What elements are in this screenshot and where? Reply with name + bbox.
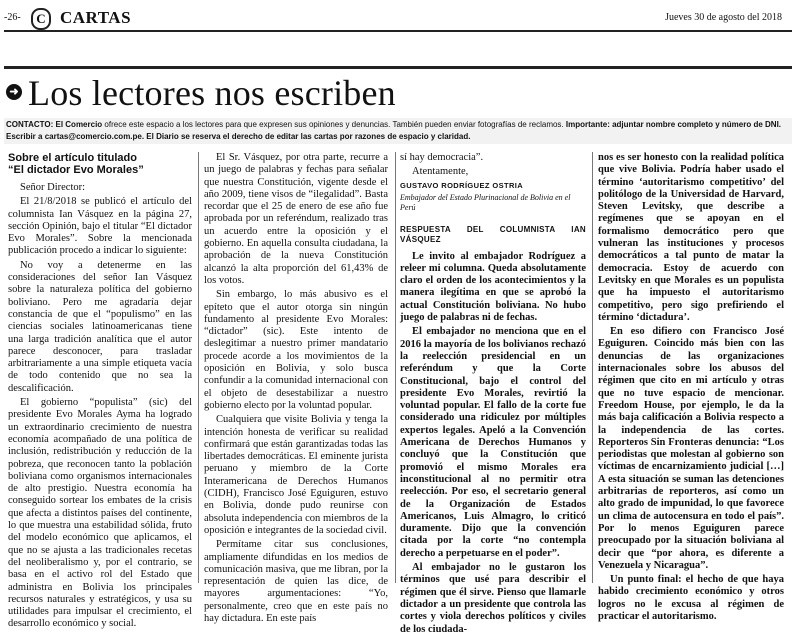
notice-brand: El Comercio	[55, 120, 103, 129]
letters-body	[0, 152, 800, 635]
paragraph: El embajador no menciona que en el 2016 la mayoría de los bolivianos rechazó la reelección presidencial en un referéndum y que la Corte Constitucional, bajo el control del presidente Evo Morales, revirtió la voluntad popular. El fallo de la corte fue considerado una ridiculez por múltiples expertos legales. Apeló a la Convención Americana de Derechos Humanos y concluyó que la Constitución que promovió el mismo Morales era inconstitucional al no permitir otra reelección. Por eso, el secretario general de la Organización de Estados Americanos, Luis Almagro, lo criticó duramente. Dijo que la convención citada por la corte “no contempla derecho a perpetuarse en el poder”.	[400, 326, 586, 559]
paragraph: El Sr. Vásquez, por otra parte, recurre a un juego de palabras y fechas para señalar que nuestra Constitución, vigente desde el año 2009, tiene visos de “ilegalidad”. Basta recordar que el 25 de enero de ese año fue aprobada por un referéndum, realizado tras un acuerdo entre la oposición y el gobierno. En aquella consulta ciudadana, la aprobación de la nueva Constitución alcanzó la alta proporción del 61,43% de los votos.	[204, 152, 388, 286]
paragraph: Permítame citar sus conclusiones, ampliamente difundidas en los medios de comunicación masiva, que me libran, por la representación de quien las dice, de mayores argumentaciones: “Yo, personalmente, creo que en este país no hay dictadura. En este país	[204, 539, 388, 624]
column-3	[400, 152, 586, 635]
contact-notice	[4, 118, 792, 144]
arrow-circle-icon: ➜	[6, 84, 22, 100]
paragraph: Cualquiera que visite Bolivia y tenga la intención honesta de verificar su realidad confirmará que están garantizadas todas las libertades democráticas. El eminente jurista peruano y miembro de la Corte Interamericana de Derechos Humanos (CIDH), Francisco José Eguiguren, estuvo en Bolivia, donde pudo reunirse con absoluta independencia con miembros de la oposición e integrantes de la sociedad civil.	[204, 414, 388, 536]
paragraph: El gobierno “populista” (sic) del presidente Evo Morales Ayma ha logrado un extraordinario crecimiento de nuestra economía acompañado de una política de inclusión, redistribución y reducción de la pobreza, que reconocen tanto la población boliviana como organismos internacionales de alto prestigio. Nuestra economía ha conseguido sortear los embates de la crisis que afecta a distintos países del continente, lo que muestra una estabilidad sólida, fruto del modelo económico que aplicamos, el que no se ajusta a las tradicionales recetas del neoliberalismo y, por el contrario, se basa en el activo rol del Estado que administra en Bolivia los principales recursos naturales y estratégicos, y usa su utilidades para impulsar el crecimiento, el desarrollo económico y social.	[8, 397, 192, 630]
paragraph: Sin embargo, lo más abusivo es el epíteto que el autor otorga sin ningún fundamento al presidente Evo Morales: “dictador” (sic). Este intento de deslegitimar a nuestro primer mandatario procede acorde a los movimientos de la oposición en Bolivia, y solo busca confundir a la comunidad internacional con el objeto de desestabilizar a nuestro gobierno electo por la voluntad popular.	[204, 289, 388, 411]
headline-text: Los lectores nos escriben	[28, 73, 396, 113]
notice-text: ofrece este espacio a los lectores para que expresen sus opiniones y denuncias. También pueden enviar fotografías de reclamos.	[102, 120, 566, 129]
page-number: -26-	[4, 12, 21, 23]
column-2	[204, 152, 388, 624]
notice-important: Importante: adjuntar nombre completo y número de DNI. Escribir a cartas@comercio.com.pe. El Diario se reserva el derecho de editar las cartas por razones de espacio y claridad.	[6, 120, 782, 141]
paragraph: nos es ser honesto con la realidad política que vive Bolivia. Podría haber usado el término ‘autoritarismo competitivo’ del politólogo de la Universidad de Harvard, Steven Levitsky, que describe a regímenes que se apoyan en el formalismo democrático pero que vulneran las instituciones y procesos democráticos a tal punto de matar la democracia. Estoy de acuerdo con Levitsky en que Morales es un populista que ha impuesto el autoritarismo competitivo, pero sigo prefiriendo el término ‘dictadura’.	[598, 152, 784, 323]
paragraph: Al embajador no le gustaron los términos que usé para describir el régimen que él sirve. Pienso que llamarle dictador a un presidente que controla las cortes y viola derechos políticos y civiles de los ciudada-	[400, 562, 586, 635]
signature-name: GUSTAVO RODRÍGUEZ OSTRIA	[400, 180, 524, 190]
paragraph: sí hay democracia”.	[400, 152, 484, 163]
subtitle-line: Sobre el artículo titulado	[8, 152, 137, 164]
signature-title: Embajador del Estado Plurinacional de Bolivia en el Perú	[400, 192, 571, 212]
reply-label: RESPUESTA DEL COLUMNISTA IAN VÁSQUEZ	[400, 224, 586, 244]
header-rule	[4, 30, 792, 32]
subtitle-line: “El dictador Evo Morales”	[8, 164, 144, 176]
section-title: CARTAS	[60, 8, 132, 27]
headline-rule	[4, 66, 792, 69]
paragraph: No voy a detenerme en las consideraciones del señor Ian Vásquez sobre la naturaleza política del gobierno boliviano. Pero me agradaría dejar constancia de que el “populismo” en las ciencias sociales latinoamericanas tiene una larga tradición analítica que el autor parece desconocer, para trasladar arbitrariamente a una simple etiqueta vacía de todo contenido que no sea la descalificación.	[8, 259, 192, 394]
paragraph: Un punto final: el hecho de que haya habido crecimiento económico y otros logros no le excusa al régimen de practicar el autoritarismo.	[598, 574, 784, 622]
headline	[4, 74, 792, 116]
closing: Atentamente,	[412, 166, 469, 178]
salutation: Señor Director:	[20, 182, 86, 193]
article-subtitle	[8, 152, 192, 176]
paragraph: En eso difiero con Francisco José Eguiguren. Coincido más bien con las denuncias de las organizaciones internacionales sobre los abusos del régimen que cito en mi artículo y otras que no tuve espacio de mencionar. Freedom House, por ejemplo, le da la más baja calificación a Bolivia respecto a la independencia de las cortes. Reporteros Sin Fronteras denuncia: “Los periodistas que molestan al gobierno son víctimas de encarnizamiento judicial […] A esta situación se suman las detenciones arbitrarias de reporteros, así como un alto grado de impunidad, lo que favorece un clima de autocensura en todo el país”. Por lo menos Eguiguren parece preocupado por la situación boliviana al decir que “por ahora, es diferente a Venezuela y Nicaragua”.	[598, 326, 784, 571]
column-1	[8, 152, 192, 630]
el-comercio-logo-icon: C	[31, 8, 51, 30]
paragraph: El 21/8/2018 se publicó el artículo del columnista Ian Vásquez en la página 27, sección Opinión, bajo el titular “El dictador Evo Morales”. Sobre la mencionada publicación procedo a indicar lo siguiente:	[8, 196, 192, 257]
notice-label: CONTACTO:	[6, 120, 54, 129]
paragraph: Le invito al embajador Rodríguez a releer mi columna. Queda absolutamente claro el orden de los acontecimientos y la manera ilegítima en que se aprobó la actual Constitución boliviana. No hubo juego de palabras ni de fechas.	[400, 250, 586, 324]
page-date: Jueves 30 de agosto del 2018	[665, 12, 782, 23]
column-4	[598, 152, 784, 622]
